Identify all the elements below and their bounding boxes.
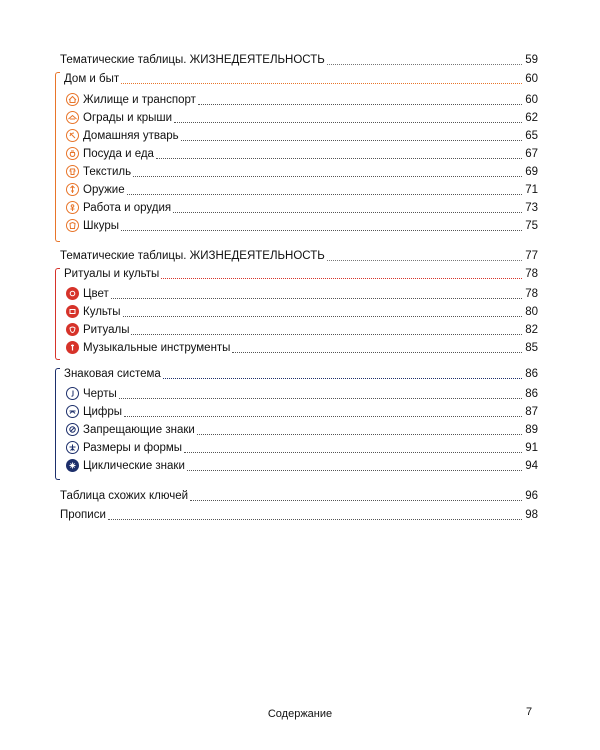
- toc-entry-music[interactable]: [66, 338, 538, 356]
- toc-page: 87: [525, 406, 538, 418]
- toc-label: Запрещающие знаки: [83, 424, 195, 436]
- toc-page: 86: [525, 368, 538, 380]
- toc-page: 73: [525, 202, 538, 214]
- digit-icon: [66, 405, 79, 418]
- toc-label: Домашняя утварь: [83, 130, 179, 142]
- toc-page: 78: [525, 268, 538, 280]
- toc-page: 98: [525, 509, 538, 521]
- footer-title: Содержание: [267, 708, 333, 720]
- toc-entry-copybook[interactable]: [60, 505, 538, 523]
- toc-entry-life-2[interactable]: [60, 246, 538, 264]
- dot-leader: [181, 140, 522, 141]
- footer-page-number: 7: [526, 706, 533, 718]
- toc-label: Посуда и еда: [83, 148, 154, 160]
- toc-label: Знаковая система: [64, 368, 161, 380]
- toc-page: 94: [525, 460, 538, 472]
- toc-page: 86: [525, 388, 538, 400]
- dot-leader: [232, 352, 522, 353]
- dot-leader: [197, 434, 522, 435]
- dot-leader: [161, 278, 522, 279]
- toc-label: Работа и орудия: [83, 202, 172, 214]
- toc-entry-forbidding[interactable]: [66, 420, 538, 438]
- size-icon: [66, 441, 79, 454]
- dot-leader: [119, 398, 522, 399]
- dot-leader: [327, 260, 522, 261]
- toc-label: Циклические знаки: [83, 460, 185, 472]
- dot-leader: [111, 298, 522, 299]
- toc-page: 89: [525, 424, 538, 436]
- toc-entry-skins[interactable]: [66, 216, 538, 234]
- house-icon: [66, 93, 79, 106]
- toc-label: Тематические таблицы. ЖИЗНЕДЕЯТЕЛЬНОСТЬ: [60, 250, 325, 262]
- toc-entry-rituals-cults[interactable]: [64, 264, 538, 282]
- toc-page: 71: [525, 184, 538, 196]
- dot-leader: [190, 500, 522, 501]
- skin-icon: [66, 219, 79, 232]
- toc-page: 80: [525, 306, 538, 318]
- dot-leader: [121, 83, 522, 84]
- toc-entry-textile[interactable]: [66, 162, 538, 180]
- toc-page: 85: [525, 342, 538, 354]
- toc-entry-work[interactable]: [66, 198, 538, 216]
- pot-icon: [66, 147, 79, 160]
- toc-label: Культы: [83, 306, 121, 318]
- toc-entry-signs[interactable]: [64, 364, 538, 382]
- toc-page: 60: [525, 94, 538, 106]
- toc-label: Оружие: [83, 184, 125, 196]
- toc-entry-weapons[interactable]: [66, 180, 538, 198]
- section-bracket-signs: [55, 368, 60, 480]
- toc-label: Ограды и крыши: [83, 112, 173, 124]
- toc-page: 75: [525, 220, 538, 232]
- toc-label: Цифры: [83, 406, 123, 418]
- toc-label: Ритуалы и культы: [64, 268, 160, 280]
- toc-label: Размеры и формы: [83, 442, 183, 454]
- toc-label: Шкуры: [83, 220, 119, 232]
- toc-entry-ritual[interactable]: [66, 320, 538, 338]
- toc-label: Музыкальные инструменты: [83, 342, 231, 354]
- dot-leader: [187, 470, 522, 471]
- toc-entry-sizes[interactable]: [66, 438, 538, 456]
- weapon-icon: [66, 183, 79, 196]
- dot-leader: [327, 64, 522, 65]
- dot-leader: [131, 334, 522, 335]
- dot-leader: [108, 519, 522, 520]
- dot-leader: [173, 212, 522, 213]
- toc-label: Жилище и транспорт: [83, 94, 196, 106]
- toc-page: 77: [525, 250, 538, 262]
- toc-entry-home[interactable]: [64, 69, 538, 87]
- toc-entry-similar-keys[interactable]: [60, 486, 538, 504]
- toc-page: 62: [525, 112, 538, 124]
- toc-page: 91: [525, 442, 538, 454]
- toc-page: 67: [525, 148, 538, 160]
- toc-entry-life-1[interactable]: [60, 50, 538, 68]
- forbid-icon: [66, 423, 79, 436]
- toc-page: 65: [525, 130, 538, 142]
- dot-leader: [133, 176, 522, 177]
- toc-label: Черты: [83, 388, 117, 400]
- dot-leader: [198, 104, 522, 105]
- section-bracket-rituals: [55, 268, 60, 360]
- tool-icon: [66, 201, 79, 214]
- dot-leader: [184, 452, 522, 453]
- roof-icon: [66, 111, 79, 124]
- line-icon: [66, 387, 79, 400]
- ritual-icon: [66, 323, 79, 336]
- toc-page: 96: [525, 490, 538, 502]
- toc-entry-utensils[interactable]: [66, 126, 538, 144]
- dot-leader: [121, 230, 522, 231]
- color-icon: [66, 287, 79, 300]
- toc-page: 82: [525, 324, 538, 336]
- toc-label: Цвет: [83, 288, 109, 300]
- toc-label: Текстиль: [83, 166, 132, 178]
- toc-entry-digits[interactable]: [66, 402, 538, 420]
- toc-entry-lines[interactable]: [66, 384, 538, 402]
- cult-icon: [66, 305, 79, 318]
- dot-leader: [123, 316, 522, 317]
- toc-page: 59: [525, 54, 538, 66]
- toc-label: Таблица схожих ключей: [60, 490, 189, 502]
- toc-label: Ритуалы: [83, 324, 130, 336]
- dot-leader: [124, 416, 522, 417]
- toc-entry-color[interactable]: [66, 284, 538, 302]
- toc-entry-cyclic[interactable]: [66, 456, 538, 474]
- textile-icon: [66, 165, 79, 178]
- utensil-icon: [66, 129, 79, 142]
- toc-entry-dwelling[interactable]: [66, 90, 538, 108]
- music-icon: [66, 341, 79, 354]
- toc-entry-dishes[interactable]: [66, 144, 538, 162]
- section-bracket-home: [55, 72, 60, 242]
- toc-entry-fences[interactable]: [66, 108, 538, 126]
- dot-leader: [127, 194, 522, 195]
- toc-label: Тематические таблицы. ЖИЗНЕДЕЯТЕЛЬНОСТЬ: [60, 54, 325, 66]
- dot-leader: [174, 122, 522, 123]
- cyclic-icon: [66, 459, 79, 472]
- toc-page: 78: [525, 288, 538, 300]
- toc-page: 69: [525, 166, 538, 178]
- dot-leader: [156, 158, 522, 159]
- dot-leader: [163, 378, 522, 379]
- toc-label: Прописи: [60, 509, 106, 521]
- toc-page: 60: [525, 73, 538, 85]
- toc-entry-cults[interactable]: [66, 302, 538, 320]
- toc-label: Дом и быт: [64, 73, 120, 85]
